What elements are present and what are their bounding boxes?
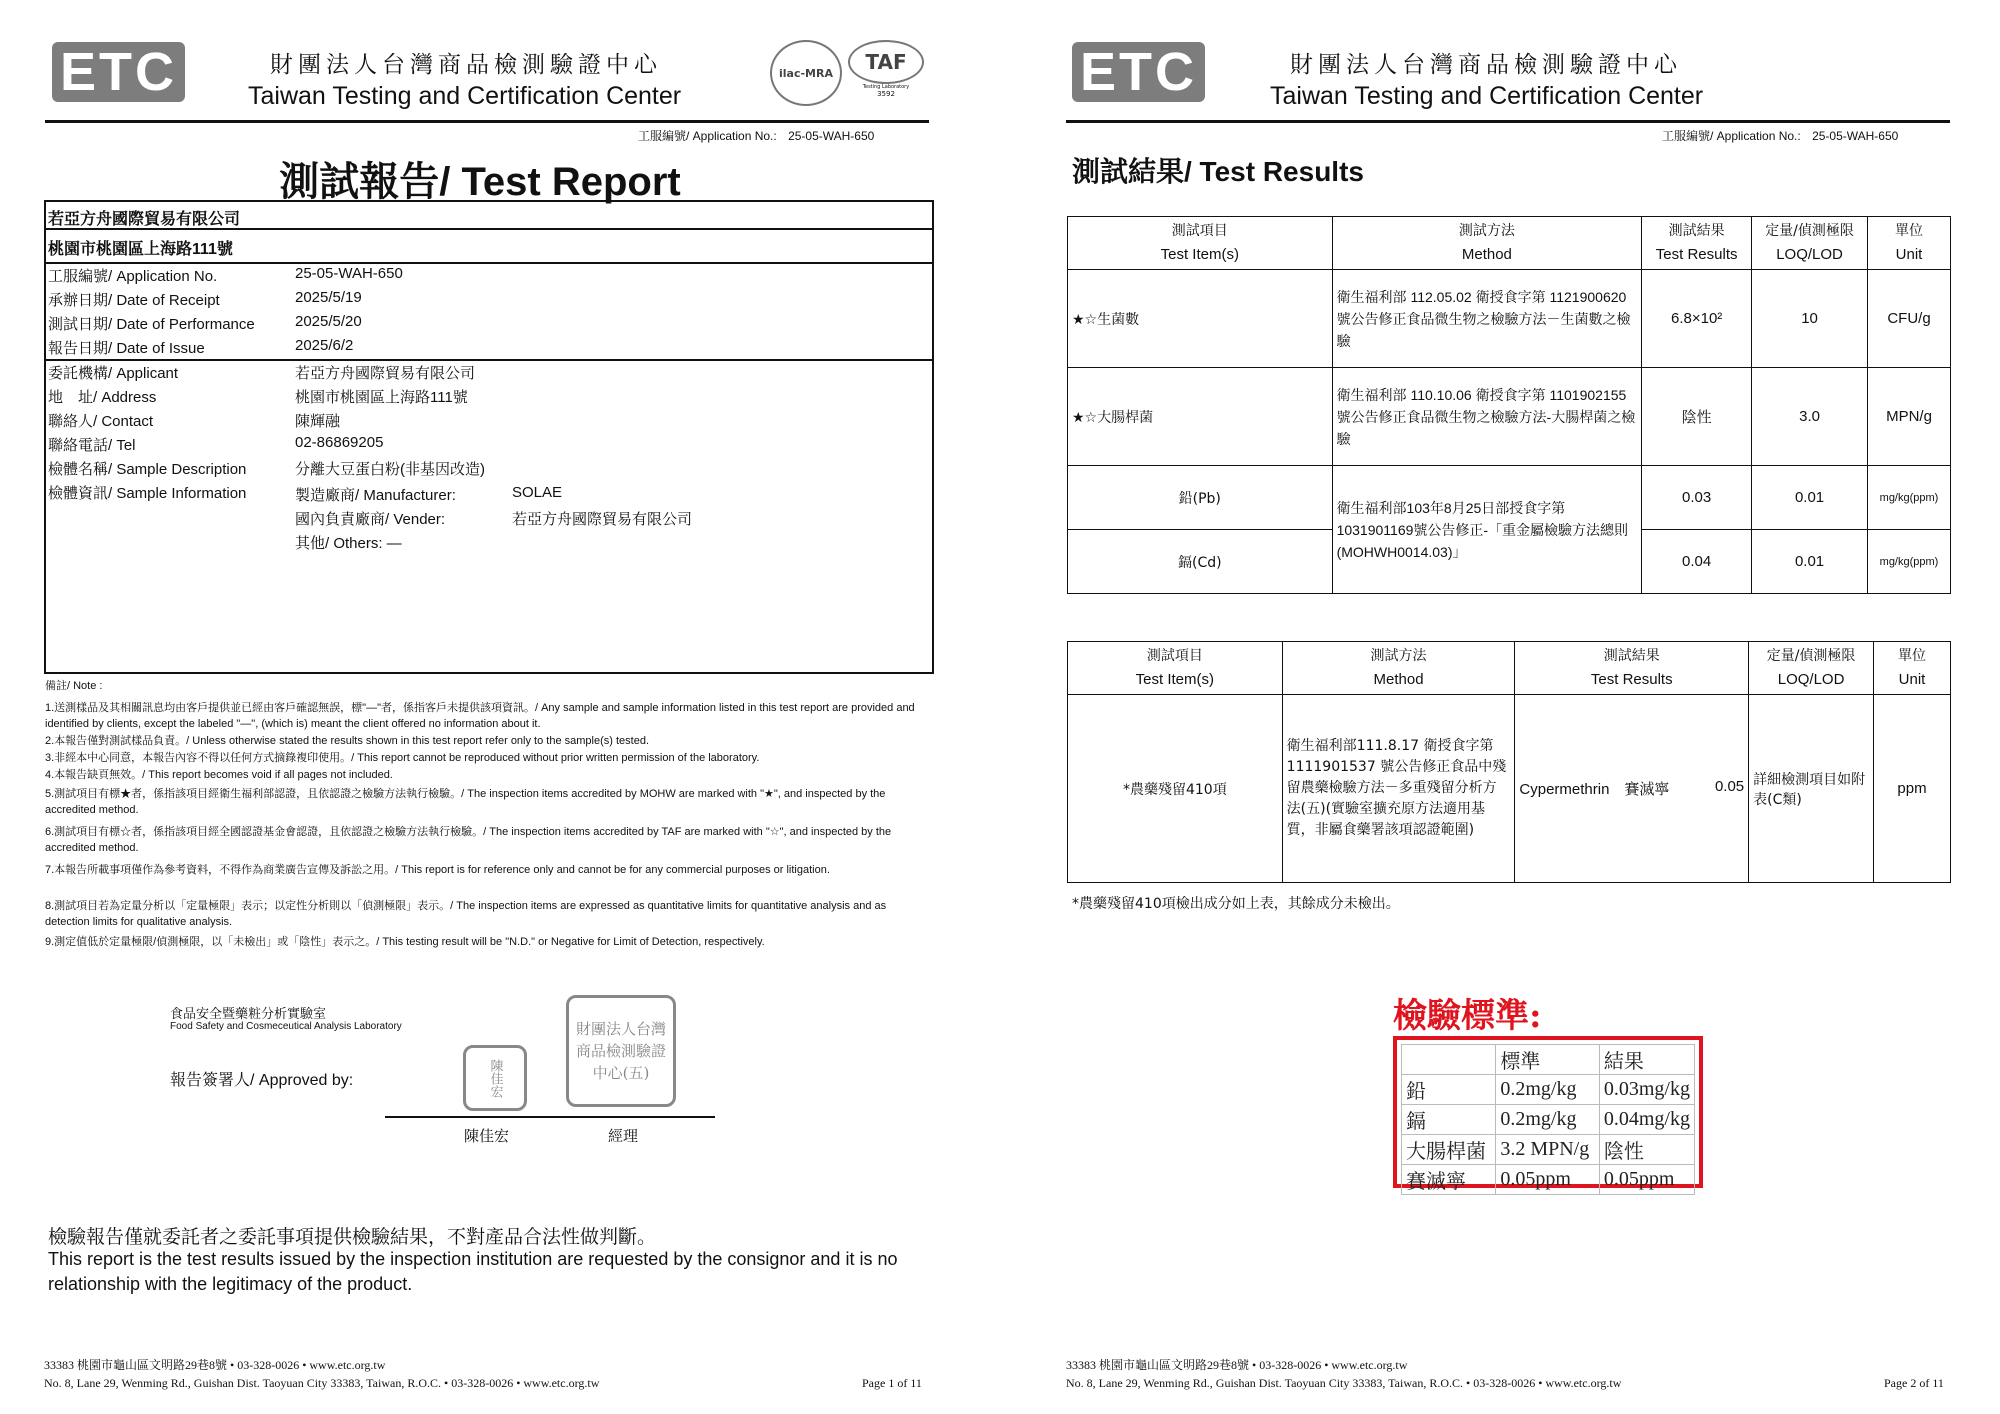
standard-cell: 0.05ppm xyxy=(1599,1165,1694,1195)
result-cell: 陰性 xyxy=(1642,368,1752,466)
header-en: LOQ/LOD xyxy=(1777,671,1845,688)
client-address: 桃園市桃園區上海路111號 xyxy=(48,241,233,258)
info-value: 桃園市桃園區上海路111號 xyxy=(295,389,468,406)
approved-by-label: 報告簽署人/ Approved by: xyxy=(170,1072,354,1089)
taf-logo: TAF xyxy=(848,40,924,84)
info-label: 聯絡人/ Contact xyxy=(48,413,154,430)
info-label: 檢體名稱/ Sample Description xyxy=(48,461,247,478)
others-field: 其他/ Others: — xyxy=(295,535,402,552)
ilac-mra-mark xyxy=(770,40,842,106)
table-header-row xyxy=(1068,217,1951,270)
disclaimer-en: This report is the test results issued by the inspection institution are requested by the consignor and it is no relationship with the legitimacy of the product. xyxy=(48,1249,898,1294)
taf-mark xyxy=(848,40,924,106)
page-number: Page 1 of 11 xyxy=(862,1376,922,1390)
note-item: 1.送測樣品及其相關訊息均由客戶提供並已經由客戶確認無誤，標"—"者，係指客戶未提供該項資訊。/ Any sample and sample information listed in this test report are provided and identified by clients, except the labeled "—", (which is) meant the client offered no information about it. xyxy=(45,702,915,730)
footer-address-cn: 33383 桃園市龜山區文明路29巷8號 • 03-328-0026 • www.etc.org.tw xyxy=(44,1358,386,1372)
report-title: 測試報告/ Test Report xyxy=(279,160,681,204)
standard-box xyxy=(1393,1036,1703,1193)
etc-logo: ETC xyxy=(1072,42,1205,102)
method-cell: 衛生福利部103年8月25日部授食字第 1031901169號公告修正-「重金屬檢驗方法總則(MOHWH0014.03)」 xyxy=(1332,466,1642,594)
unit-cell: MPN/g xyxy=(1868,368,1951,466)
application-number-label: 工服編號/ Application No.: xyxy=(638,129,777,143)
header-en: Test Item(s) xyxy=(1135,671,1214,688)
standard-row xyxy=(1402,1165,1695,1195)
divider xyxy=(44,228,932,230)
signer-seal: 陳佳宏 xyxy=(463,1045,527,1111)
date-label: 工服編號/ Application No. xyxy=(48,268,218,285)
loq-cell: 0.01 xyxy=(1752,530,1868,594)
signer-title: 經理 xyxy=(608,1128,639,1145)
standard-cell: 結果 xyxy=(1599,1045,1694,1075)
org-name-en: Taiwan Testing and Certification Center xyxy=(248,82,682,110)
header-cn: 單位 xyxy=(1898,648,1927,664)
standard-cell xyxy=(1402,1045,1496,1075)
date-value: 2025/6/2 xyxy=(295,337,354,354)
signature-line xyxy=(385,1116,715,1118)
standard-title: 檢驗標準: xyxy=(1393,996,1542,1036)
standard-cell: 0.03mg/kg xyxy=(1599,1075,1694,1105)
unit-cell: ppm xyxy=(1874,695,1951,883)
header-cn: 測試項目 xyxy=(1171,223,1228,239)
lab-name-en: Food Safety and Cosmeceutical Analysis Laboratory xyxy=(170,1021,402,1032)
loq-cell: 0.01 xyxy=(1752,466,1868,530)
unit-cell: mg/kg(ppm) xyxy=(1868,466,1951,530)
header-cn: 測試結果 xyxy=(1668,223,1725,239)
info-value: 02-86869205 xyxy=(295,434,384,451)
header-cell xyxy=(1874,642,1951,695)
header-cn: 測試方法 xyxy=(1458,223,1515,239)
note-item: 7.本報告所載事項僅作為參考資料，不得作為商業廣告宣傳及訴訟之用。/ This report is for reference only and cannot be for any commercial purposes or litigation. xyxy=(45,864,830,876)
page-number: Page 2 of 11 xyxy=(1884,1376,1944,1390)
standard-cell: 鎘 xyxy=(1402,1105,1496,1135)
report-page-2 xyxy=(1000,0,2000,1414)
taf-number: 3592 xyxy=(877,90,895,98)
divider xyxy=(44,359,932,361)
header-en: LOQ/LOD xyxy=(1776,246,1843,263)
date-value: 2025/5/20 xyxy=(295,313,362,330)
method-cell: 衛生福利部 112.05.02 衛授食字第 1121900620號公告修正食品微生物之檢驗方法－生菌數之檢驗 xyxy=(1332,270,1642,368)
info-value: 若亞方舟國際貿易有限公司 xyxy=(295,365,476,382)
manufacturer-value: SOLAE xyxy=(512,484,563,501)
header-cn: 定量/偵測極限 xyxy=(1765,223,1854,239)
header-cell xyxy=(1868,217,1951,270)
org-name-cn: 財團法人台灣商品檢測驗證中心 xyxy=(1290,52,1682,78)
header-en: Method xyxy=(1373,671,1424,688)
header-cell xyxy=(1068,217,1333,270)
note-item: 6.測試項目有標☆者，係指該項目經全國認證基金會認證，且依認證之檢驗方法執行檢驗。/ The inspection items accredited by TAF are marked with "☆", and inspected by the accredited method. xyxy=(45,826,892,854)
info-label: 地 址/ Address xyxy=(48,389,157,406)
standard-cell: 鉛 xyxy=(1402,1075,1496,1105)
application-number-value: 25-05-WAH-650 xyxy=(788,129,875,143)
header-cell xyxy=(1749,642,1874,695)
item-cell: 鉛(Pb) xyxy=(1068,466,1333,530)
standard-cell: 3.2 MPN/g xyxy=(1496,1135,1600,1165)
info-label: 委託機構/ Applicant xyxy=(48,365,179,382)
info-value: 陳輝融 xyxy=(295,413,341,430)
application-number xyxy=(638,127,874,144)
manufacturer-label: 製造廠商/ Manufacturer: xyxy=(295,487,456,504)
standard-cell: 0.04mg/kg xyxy=(1599,1105,1694,1135)
header-cn: 單位 xyxy=(1895,223,1923,239)
application-number xyxy=(1662,127,1898,144)
standard-row xyxy=(1402,1105,1695,1135)
date-label: 測試日期/ Date of Performance xyxy=(48,316,255,333)
header-cell xyxy=(1332,217,1642,270)
standard-cell: 賽滅寧 xyxy=(1402,1165,1496,1195)
compound-name: Cypermethrin 賽滅寧 xyxy=(1519,781,1670,798)
result-cell: 6.8×10² xyxy=(1642,270,1752,368)
date-label: 報告日期/ Date of Issue xyxy=(48,340,205,357)
header-cell xyxy=(1282,642,1515,695)
standard-cell: 陰性 xyxy=(1599,1135,1694,1165)
item-cell: ★☆大腸桿菌 xyxy=(1068,368,1333,466)
standard-row xyxy=(1402,1075,1695,1105)
header-en: Unit xyxy=(1898,671,1926,688)
company-seal: 財團法人台灣商品檢測驗證中心(五) xyxy=(566,995,676,1107)
footer-address-en: No. 8, Lane 29, Wenming Rd., Guishan Dist. Taoyuan City 33383, Taiwan, R.O.C. • 03-328-0026 • www.etc.org.tw xyxy=(1066,1376,1622,1390)
org-name-en: Taiwan Testing and Certification Center xyxy=(1270,82,1704,110)
application-number-label: 工服編號/ Application No.: xyxy=(1662,129,1801,143)
header-cn: 測試結果 xyxy=(1603,648,1660,664)
pesticide-table xyxy=(1067,641,1951,883)
header-cn: 測試方法 xyxy=(1370,648,1427,664)
unit-cell: mg/kg(ppm) xyxy=(1868,530,1951,594)
results-table xyxy=(1067,216,1951,594)
date-value: 2025/5/19 xyxy=(295,289,362,306)
header-en: Unit xyxy=(1895,246,1923,263)
info-label: 檢體資訊/ Sample Information xyxy=(48,485,247,502)
note-item: 4.本報告缺頁無效。/ This report becomes void if all pages not included. xyxy=(45,769,393,781)
footer-address-cn: 33383 桃園市龜山區文明路29巷8號 • 03-328-0026 • www.etc.org.tw xyxy=(1066,1358,1408,1372)
header-en: Test Item(s) xyxy=(1160,246,1239,263)
client-name: 若亞方舟國際貿易有限公司 xyxy=(48,211,241,228)
compound-result: 0.05 xyxy=(1714,778,1745,795)
info-value: 分離大豆蛋白粉(非基因改造) xyxy=(295,461,485,478)
footer-address-en: No. 8, Lane 29, Wenming Rd., Guishan Dist. Taoyuan City 33383, Taiwan, R.O.C. • 03-328-0026 • www.etc.org.tw xyxy=(44,1376,600,1390)
loq-cell: 詳細檢測項目如附表(C類) xyxy=(1749,695,1874,883)
taf-sub: Testing Laboratory xyxy=(862,84,910,90)
header-en: Method xyxy=(1461,246,1512,263)
vender-value: 若亞方舟國際貿易有限公司 xyxy=(512,511,693,528)
application-number-value: 25-05-WAH-650 xyxy=(1812,129,1899,143)
pesticide-note: *農藥殘留410項檢出成分如上表，其餘成分未檢出。 xyxy=(1072,896,1400,912)
note-title: 備註/ Note : xyxy=(45,680,103,692)
header-cn: 定量/偵測極限 xyxy=(1766,648,1856,664)
loq-cell: 3.0 xyxy=(1752,368,1868,466)
header-cell xyxy=(1642,217,1752,270)
results-title: 測試結果/ Test Results xyxy=(1072,156,1364,187)
date-label: 承辦日期/ Date of Receipt xyxy=(48,292,220,309)
org-name-cn: 財團法人台灣商品檢測驗證中心 xyxy=(270,52,662,78)
header-rule xyxy=(1066,120,1950,123)
header-cell xyxy=(1515,642,1749,695)
standard-cell: 標準 xyxy=(1496,1045,1600,1075)
table-header-row xyxy=(1068,642,1951,695)
table-row xyxy=(1068,270,1951,368)
etc-logo: ETC xyxy=(52,42,185,102)
result-cell: 0.04 xyxy=(1642,530,1752,594)
header-en: Test Results xyxy=(1655,246,1738,263)
standard-header-row xyxy=(1402,1045,1695,1075)
result-cell xyxy=(1515,695,1749,883)
info-label: 聯絡電話/ Tel xyxy=(48,437,136,454)
item-cell: *農藥殘留410項 xyxy=(1068,695,1283,883)
header-cell xyxy=(1752,217,1868,270)
ilac-mra-text: ilac-MRA xyxy=(779,66,833,80)
note-item: 9.測定值低於定量極限/偵測極限，以「未檢出」或「陰性」表示之。/ This testing result will be "N.D." or Negative for Limit of Detection, respectively. xyxy=(45,936,765,948)
disclaimer-cn: 檢驗報告僅就委託者之委託事項提供檢驗結果，不對產品合法性做判斷。 xyxy=(48,1227,657,1248)
signer-name: 陳佳宏 xyxy=(464,1128,510,1145)
standard-cell: 0.2mg/kg xyxy=(1496,1075,1600,1105)
item-cell: ★☆生菌數 xyxy=(1068,270,1333,368)
method-cell: 衛生福利部111.8.17 衛授食字第 1111901537 號公告修正食品中殘留農藥檢驗方法－多重殘留分析方法(五)(實驗室擴充原方法適用基質，非屬食藥署該項認證範圍) xyxy=(1282,695,1515,883)
result-cell: 0.03 xyxy=(1642,466,1752,530)
note-item: 3.非經本中心同意，本報告內容不得以任何方式摘錄複印使用。/ This report cannot be reproduced without prior written permission of the laboratory. xyxy=(45,752,760,764)
header-rule xyxy=(45,120,929,123)
note-item: 8.測試項目若為定量分析以「定量極限」表示；以定性分析則以「偵測極限」表示。/ The inspection items are expressed as quantitative limits for quantitative analysis and as detection limits for qualitative analysis. xyxy=(45,900,887,928)
standard-row xyxy=(1402,1135,1695,1165)
header-cn: 測試項目 xyxy=(1146,648,1203,664)
vender-label: 國內負責廠商/ Vender: xyxy=(295,511,446,528)
header-cell xyxy=(1068,642,1283,695)
lab-name-cn: 食品安全暨藥粧分析實驗室 xyxy=(170,1006,327,1021)
item-cell: 鎘(Cd) xyxy=(1068,530,1333,594)
standard-table xyxy=(1401,1044,1695,1195)
header-en: Test Results xyxy=(1590,671,1673,688)
note-item: 2.本報告僅對測試樣品負責。/ Unless otherwise stated the results shown in this test report refer only to the sample(s) tested. xyxy=(45,735,649,747)
divider xyxy=(44,262,932,264)
method-cell: 衛生福利部 110.10.06 衛授食字第 1101902155號公告修正食品微生物之檢驗方法-大腸桿菌之檢驗 xyxy=(1332,368,1642,466)
standard-cell: 大腸桿菌 xyxy=(1402,1135,1496,1165)
standard-cell: 0.05ppm xyxy=(1496,1165,1600,1195)
table-row xyxy=(1068,695,1951,883)
note-item: 5.測試項目有標★者，係指該項目經衛生福利部認證，且依認證之檢驗方法執行檢驗。/ The inspection items accredited by MOHW are marked with "★", and inspected by the accredited method. xyxy=(45,788,886,816)
date-value: 25-05-WAH-650 xyxy=(295,265,403,282)
table-row xyxy=(1068,368,1951,466)
standard-cell: 0.2mg/kg xyxy=(1496,1105,1600,1135)
unit-cell: CFU/g xyxy=(1868,270,1951,368)
table-row xyxy=(1068,466,1951,530)
loq-cell: 10 xyxy=(1752,270,1868,368)
